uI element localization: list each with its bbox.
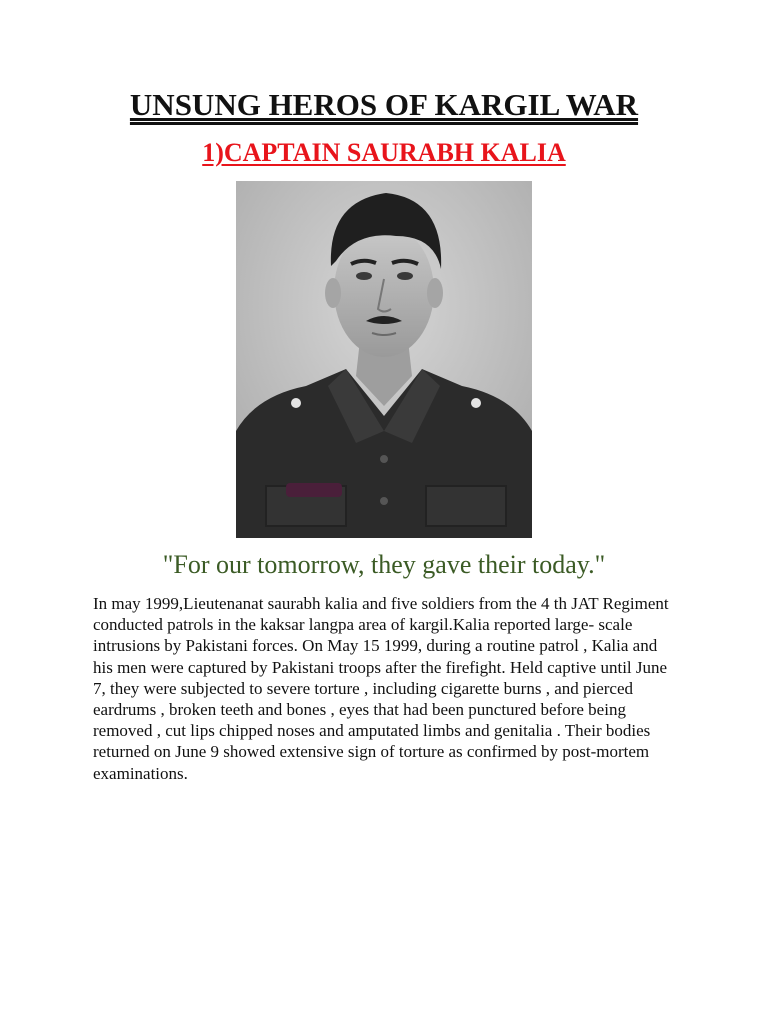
memorial-quote: "For our tomorrow, they gave their today." (162, 550, 606, 579)
page-title: UNSUNG HEROS OF KARGIL WAR (129, 87, 639, 122)
portrait-photo (236, 181, 532, 538)
body-paragraph: In may 1999,Lieutenanat saurabh kalia and five soldiers from the 4 th JAT Regiment conducted patrols in the kaksar langpa area of kargil.Kalia reported large- scale intrusions by Pakistani forces. On May 15 1999, during a routine patrol , Kalia and his men were captured by Pakistani troops after the firefight. Held captive until June 7, they were subjected to severe torture , including cigarette burns , and pierced eardrums , broken teeth and bones , eyes that had been punctured before being removed , cut lips chipped noses and amputated limbs and genitalia . Their bodies returned on June 9 showed extensive sign of torture as confirmed by post-mortem examinations. (93, 594, 669, 783)
page-subtitle: 1)CAPTAIN SAURABH KALIA (202, 138, 566, 167)
